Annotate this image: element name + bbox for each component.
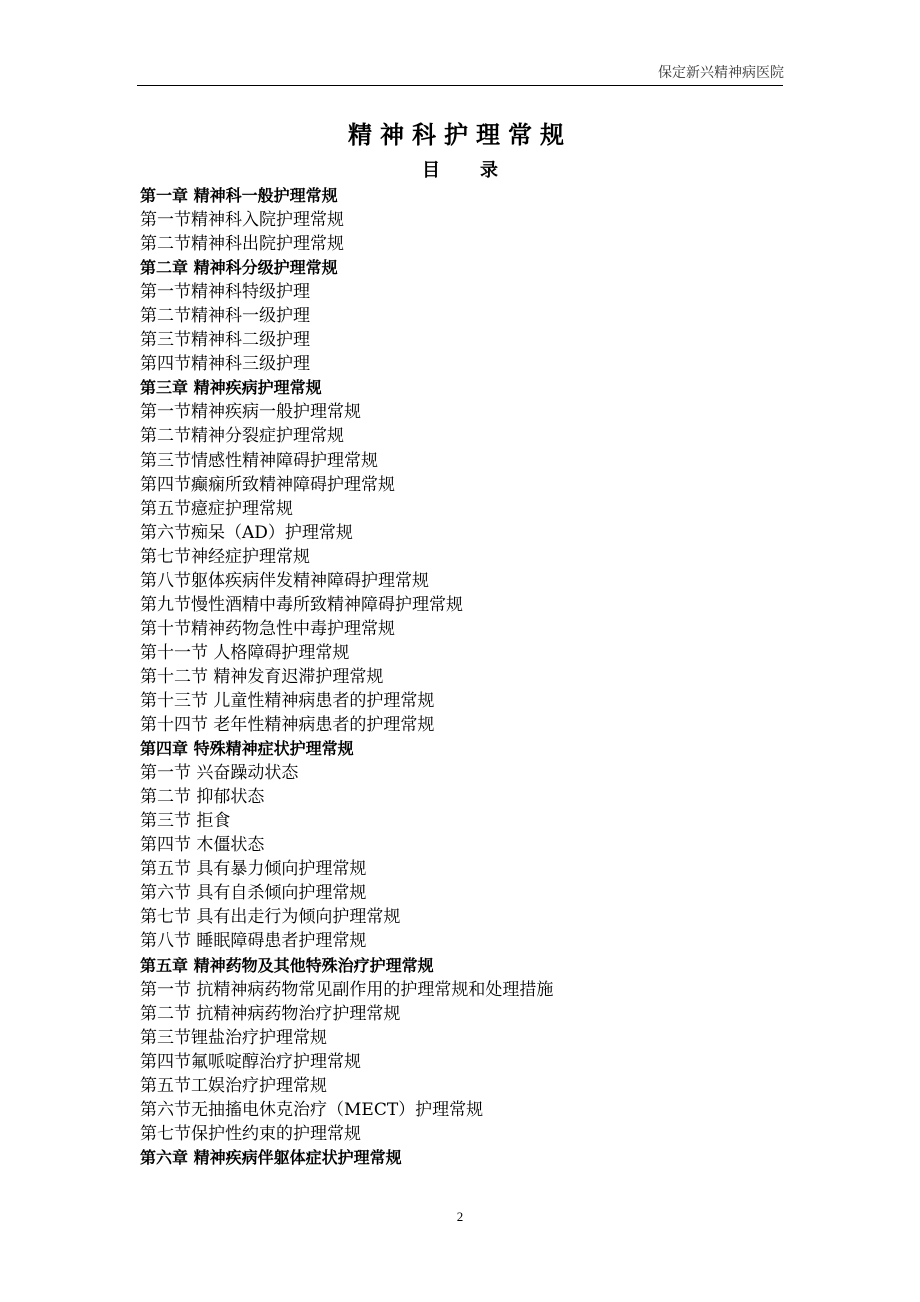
toc-section-entry: 第四节氟哌啶醇治疗护理常规 bbox=[140, 1051, 361, 1072]
toc-section-entry: 第五节工娱治疗护理常规 bbox=[140, 1075, 327, 1096]
toc-chapter-entry: 第一章 精神科一般护理常规 bbox=[140, 186, 338, 205]
toc-section-entry: 第八节 睡眠障碍患者护理常规 bbox=[140, 931, 367, 952]
toc-section-entry: 第六节痴呆（AD）护理常规 bbox=[140, 522, 353, 543]
toc-section-entry: 第三节锂盐治疗护理常规 bbox=[140, 1027, 327, 1048]
toc-section-entry: 第一节 兴奋躁动状态 bbox=[140, 763, 299, 784]
toc-section-entry: 第九节慢性酒精中毒所致精神障碍护理常规 bbox=[140, 594, 463, 615]
toc-section-entry: 第五节癔症护理常规 bbox=[140, 498, 293, 519]
toc-section-entry: 第十一节 人格障碍护理常规 bbox=[140, 642, 350, 663]
toc-section-entry: 第七节神经症护理常规 bbox=[140, 546, 310, 567]
header-org-name: 保定新兴精神病医院 bbox=[658, 65, 784, 81]
toc-section-entry: 第一节精神科入院护理常规 bbox=[140, 210, 344, 231]
toc-section-entry: 第六节无抽搐电休克治疗（MECT）护理常规 bbox=[140, 1099, 484, 1120]
toc-section-entry: 第四节癫痫所致精神障碍护理常规 bbox=[140, 474, 395, 495]
toc-section-entry: 第二节精神科一级护理 bbox=[140, 306, 310, 327]
toc-section-entry: 第八节躯体疾病伴发精神障碍护理常规 bbox=[140, 570, 429, 591]
toc-section-entry: 第十三节 儿童性精神病患者的护理常规 bbox=[140, 690, 435, 711]
toc-section-entry: 第一节精神疾病一般护理常规 bbox=[140, 402, 361, 423]
toc-chapter-entry: 第三章 精神疾病护理常规 bbox=[140, 378, 322, 398]
toc-chapter-entry: 第二章 精神科分级护理常规 bbox=[140, 258, 338, 278]
toc-chapter-entry: 第六章 精神疾病伴躯体症状护理常规 bbox=[140, 1147, 402, 1167]
toc-section-entry: 第十二节 精神发育迟滞护理常规 bbox=[140, 666, 384, 687]
page-number: 2 bbox=[456, 1209, 464, 1224]
toc-section-entry: 第六节 具有自杀倾向护理常规 bbox=[140, 883, 367, 904]
toc-section-entry: 第三节情感性精神障碍护理常规 bbox=[140, 450, 378, 471]
toc-section-entry: 第十节精神药物急性中毒护理常规 bbox=[140, 618, 395, 639]
toc-section-entry: 第三节 拒食 bbox=[140, 811, 231, 832]
toc-section-entry: 第七节 具有出走行为倾向护理常规 bbox=[140, 907, 401, 928]
toc-chapter-entry: 第四章 特殊精神症状护理常规 bbox=[140, 739, 354, 759]
toc-section-entry: 第一节精神科特级护理 bbox=[140, 282, 310, 303]
toc-section-entry: 第一节 抗精神病药物常见副作用的护理常规和处理措施 bbox=[140, 979, 554, 1000]
toc-section-entry: 第四节精神科三级护理 bbox=[140, 354, 310, 375]
toc-section-entry: 第十四节 老年性精神病患者的护理常规 bbox=[140, 715, 435, 736]
toc-section-entry: 第二节精神科出院护理常规 bbox=[140, 234, 344, 255]
toc-section-entry: 第二节精神分裂症护理常规 bbox=[140, 426, 344, 447]
table-of-contents bbox=[140, 184, 800, 1170]
toc-chapter-entry: 第五章 精神药物及其他特殊治疗护理常规 bbox=[140, 955, 434, 975]
toc-section-entry: 第四节 木僵状态 bbox=[140, 835, 265, 856]
toc-section-entry: 第二节 抑郁状态 bbox=[140, 787, 265, 808]
toc-section-entry: 第三节精神科二级护理 bbox=[140, 330, 310, 351]
toc-section-entry: 第五节 具有暴力倾向护理常规 bbox=[140, 859, 367, 880]
toc-heading: 目录 bbox=[422, 160, 538, 181]
document-title: 精神科护理常规 bbox=[348, 121, 572, 149]
header-divider bbox=[137, 85, 783, 86]
toc-section-entry: 第七节保护性约束的护理常规 bbox=[140, 1123, 361, 1144]
toc-section-entry: 第二节 抗精神病药物治疗护理常规 bbox=[140, 1003, 401, 1024]
